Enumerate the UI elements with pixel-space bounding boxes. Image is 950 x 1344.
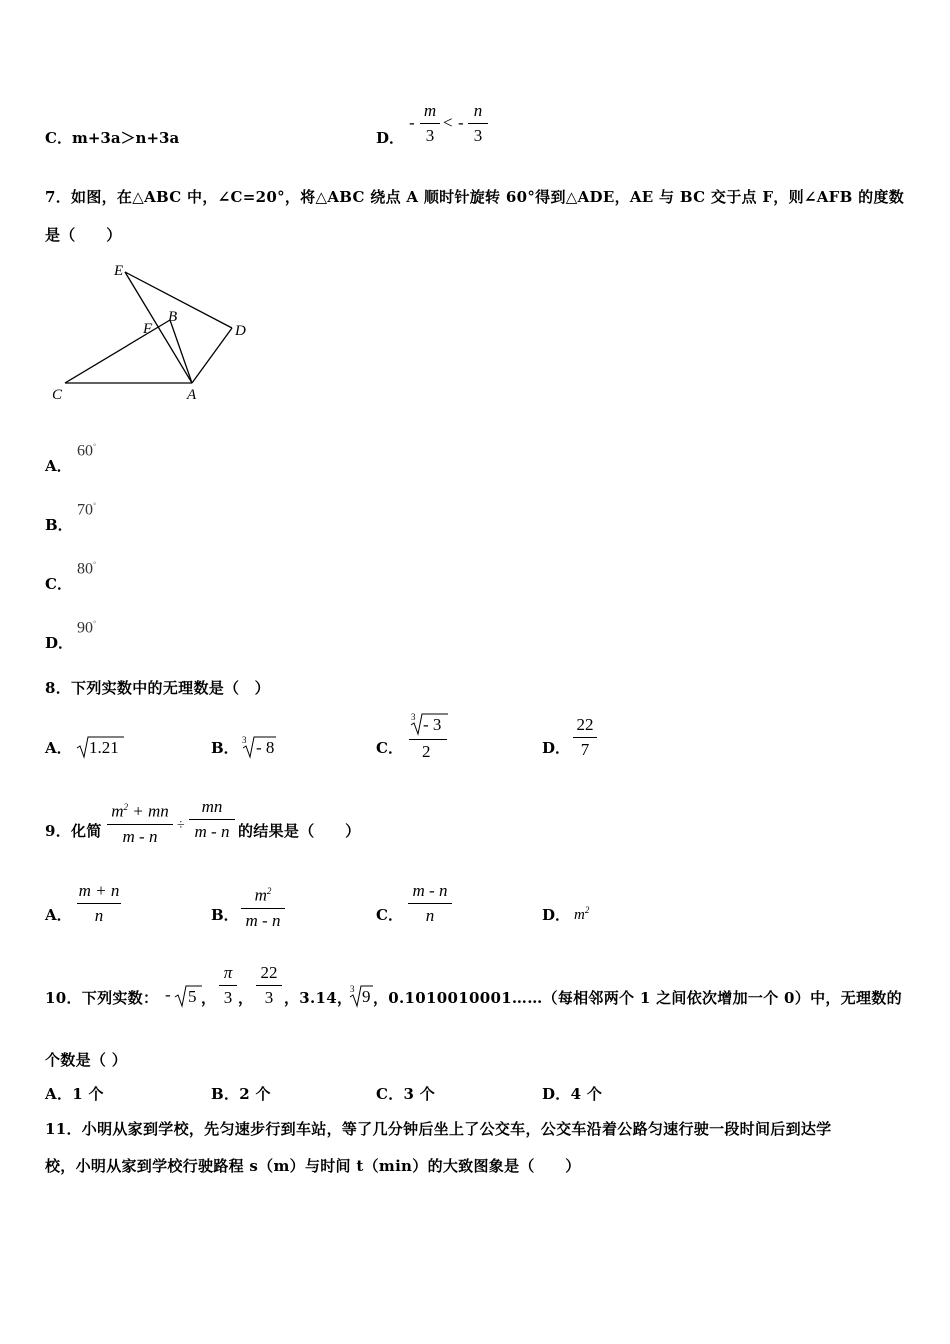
q10-fraction-22-3	[256, 963, 282, 1008]
q9-a-fraction	[77, 881, 121, 926]
q10-fraction-denominator: 3	[264, 988, 274, 1007]
q10-option-a[interactable]	[45, 1083, 104, 1104]
q8-b-radicand: - 8	[256, 738, 275, 757]
q9-fraction-1-numerator: $m^2$ + mn	[111, 801, 169, 821]
q9-option-b-label: B．	[211, 906, 239, 924]
segment-ed	[125, 272, 232, 328]
q9-b-denominator: m - n	[245, 910, 281, 930]
q10-fraction-numerator: 22	[260, 963, 278, 982]
q10-option-a-label: A．	[45, 1085, 73, 1103]
q6-d-less-than: <	[443, 113, 453, 132]
q6-option-c-text: m+3a＞n+3a	[71, 129, 180, 147]
q6-d-denominator-2: 3	[473, 126, 483, 145]
q10-cbrt-index: 3	[350, 984, 355, 994]
q10-tail: ，0.1010010001……（每相邻两个 1 之间依次增加一个 0）中，无理数的	[373, 989, 902, 1007]
q7-triangle-figure	[40, 255, 270, 415]
q8-d-numerator: 22	[576, 715, 594, 734]
label-a: A	[187, 387, 197, 403]
q7-option-d-value: 90°	[77, 619, 97, 637]
q8-a-radicand: 1.21	[89, 738, 119, 757]
q10-option-b-text: 2 个	[239, 1085, 271, 1103]
q9-d-expression: $m^2$	[574, 905, 590, 923]
q10-option-c-label: C．	[376, 1085, 404, 1103]
q9-b-fraction	[241, 881, 285, 931]
q10-mid: ，3.14，	[284, 989, 353, 1007]
q6-option-c-label: C．	[45, 129, 72, 147]
q10-option-c[interactable]	[376, 1083, 435, 1104]
q10-pi-numerator: π	[223, 963, 233, 982]
q10-minus: -	[165, 985, 171, 1004]
q8-option-a-label: A．	[45, 739, 72, 757]
q6-d-minus-2: -	[458, 113, 464, 132]
q11-stem-line-1: 11．小明从家到学校，先匀速步行到车站，等了几分钟后坐上了公交车，公交车沿着公路匀速行驶一段时间后到达学	[45, 1120, 832, 1138]
q6-d-fraction-1	[420, 101, 440, 146]
q8-option-c-label: C．	[376, 739, 403, 757]
q9-b-numerator: $m^2$	[254, 885, 272, 905]
q8-c-denominator: 2	[422, 742, 431, 761]
label-d: D	[235, 323, 246, 339]
q10-sqrt5-radicand: 5	[188, 987, 197, 1006]
segment-cb	[65, 320, 170, 383]
q10-lead: 10．下列实数：	[45, 989, 159, 1007]
q10-pi-fraction	[219, 963, 237, 1008]
q6-option-c[interactable]	[45, 127, 179, 148]
q7-option-b-value: 70°	[77, 501, 97, 519]
q8-d-denominator: 7	[580, 740, 590, 759]
q10-comma-1: ，	[201, 989, 217, 1007]
q8-d-fraction	[573, 715, 597, 760]
q9-lead: 9．化简	[45, 822, 102, 840]
q9-c-numerator: m - n	[412, 881, 448, 900]
q8-option-d-label: D．	[542, 739, 571, 757]
q9-divide-sign: ÷	[177, 818, 185, 833]
q9-option-d-label: D．	[542, 906, 571, 924]
q7-option-a-value: 60°	[77, 442, 97, 460]
q8-stem: 8．下列实数中的无理数是（ ）	[45, 679, 270, 697]
q9-fraction-1-denominator: m - n	[122, 826, 158, 846]
label-c: C	[52, 387, 63, 403]
q6-d-denominator-1: 3	[425, 126, 435, 145]
q9-tail: 的结果是（ ）	[238, 822, 361, 840]
q10-option-d-text: 4 个	[570, 1085, 603, 1103]
label-f: F	[143, 321, 153, 337]
q10-pi-denominator: 3	[223, 988, 233, 1007]
q10-option-c-text: 3 个	[403, 1085, 436, 1103]
q6-d-fraction-2	[468, 101, 488, 146]
q6-d-numerator-1: m	[423, 101, 437, 120]
q8-option-b-label: B．	[211, 739, 239, 757]
q11-stem-line-2: 校，小明从家到学校行驶路程 s（m）与时间 t（min）的大致图象是（ ）	[45, 1157, 581, 1175]
q10-option-d-label: D．	[542, 1085, 571, 1103]
q10-option-b-label: B．	[211, 1085, 240, 1103]
q9-option-c-label: C．	[376, 906, 403, 924]
q10-line-2: 个数是（ ）	[45, 1051, 128, 1069]
q8-c-index: 3	[411, 712, 416, 722]
q7-stem-line-2: 是（ ）	[45, 226, 122, 244]
q10-option-a-text: 1 个	[72, 1085, 104, 1103]
q7-option-d-label: D．	[45, 634, 74, 652]
q7-option-c-value: 80°	[77, 560, 97, 578]
q9-fraction-2-denominator: m - n	[194, 822, 230, 841]
q6-d-numerator-2: n	[473, 101, 483, 120]
q9-option-a-label: A．	[45, 906, 72, 924]
q10-comma-2: ，	[238, 989, 254, 1007]
q10-cbrt-radicand: 9	[362, 987, 371, 1006]
label-b: B	[168, 309, 178, 325]
q10-option-d[interactable]	[542, 1083, 602, 1104]
q7-option-b-label: B．	[45, 516, 73, 534]
q10-option-b[interactable]	[211, 1083, 271, 1104]
q9-fraction-2	[189, 797, 235, 842]
q9-fraction-1	[107, 797, 173, 847]
segment-da	[192, 328, 232, 383]
q7-option-a-label: A．	[45, 457, 72, 475]
q7-option-c-label: C．	[45, 575, 72, 593]
q6-d-minus-1: -	[409, 113, 415, 132]
q8-b-index: 3	[242, 735, 247, 745]
q6-option-d-label: D．	[376, 129, 405, 147]
label-e: E	[114, 263, 124, 279]
q9-fraction-2-numerator: mn	[201, 797, 223, 816]
q7-stem-line-1: 7．如图，在△ABC 中，∠C=20°，将△ABC 绕点 A 顺时针旋转 60°得到△ADE，AE 与 BC 交于点 F，则∠AFB 的度数	[45, 188, 905, 206]
q9-a-denominator: n	[94, 906, 104, 925]
q8-c-radicand: - 3	[423, 715, 442, 734]
q9-c-denominator: n	[425, 906, 435, 925]
q9-c-fraction	[408, 881, 452, 926]
q9-a-numerator: m + n	[78, 881, 120, 900]
